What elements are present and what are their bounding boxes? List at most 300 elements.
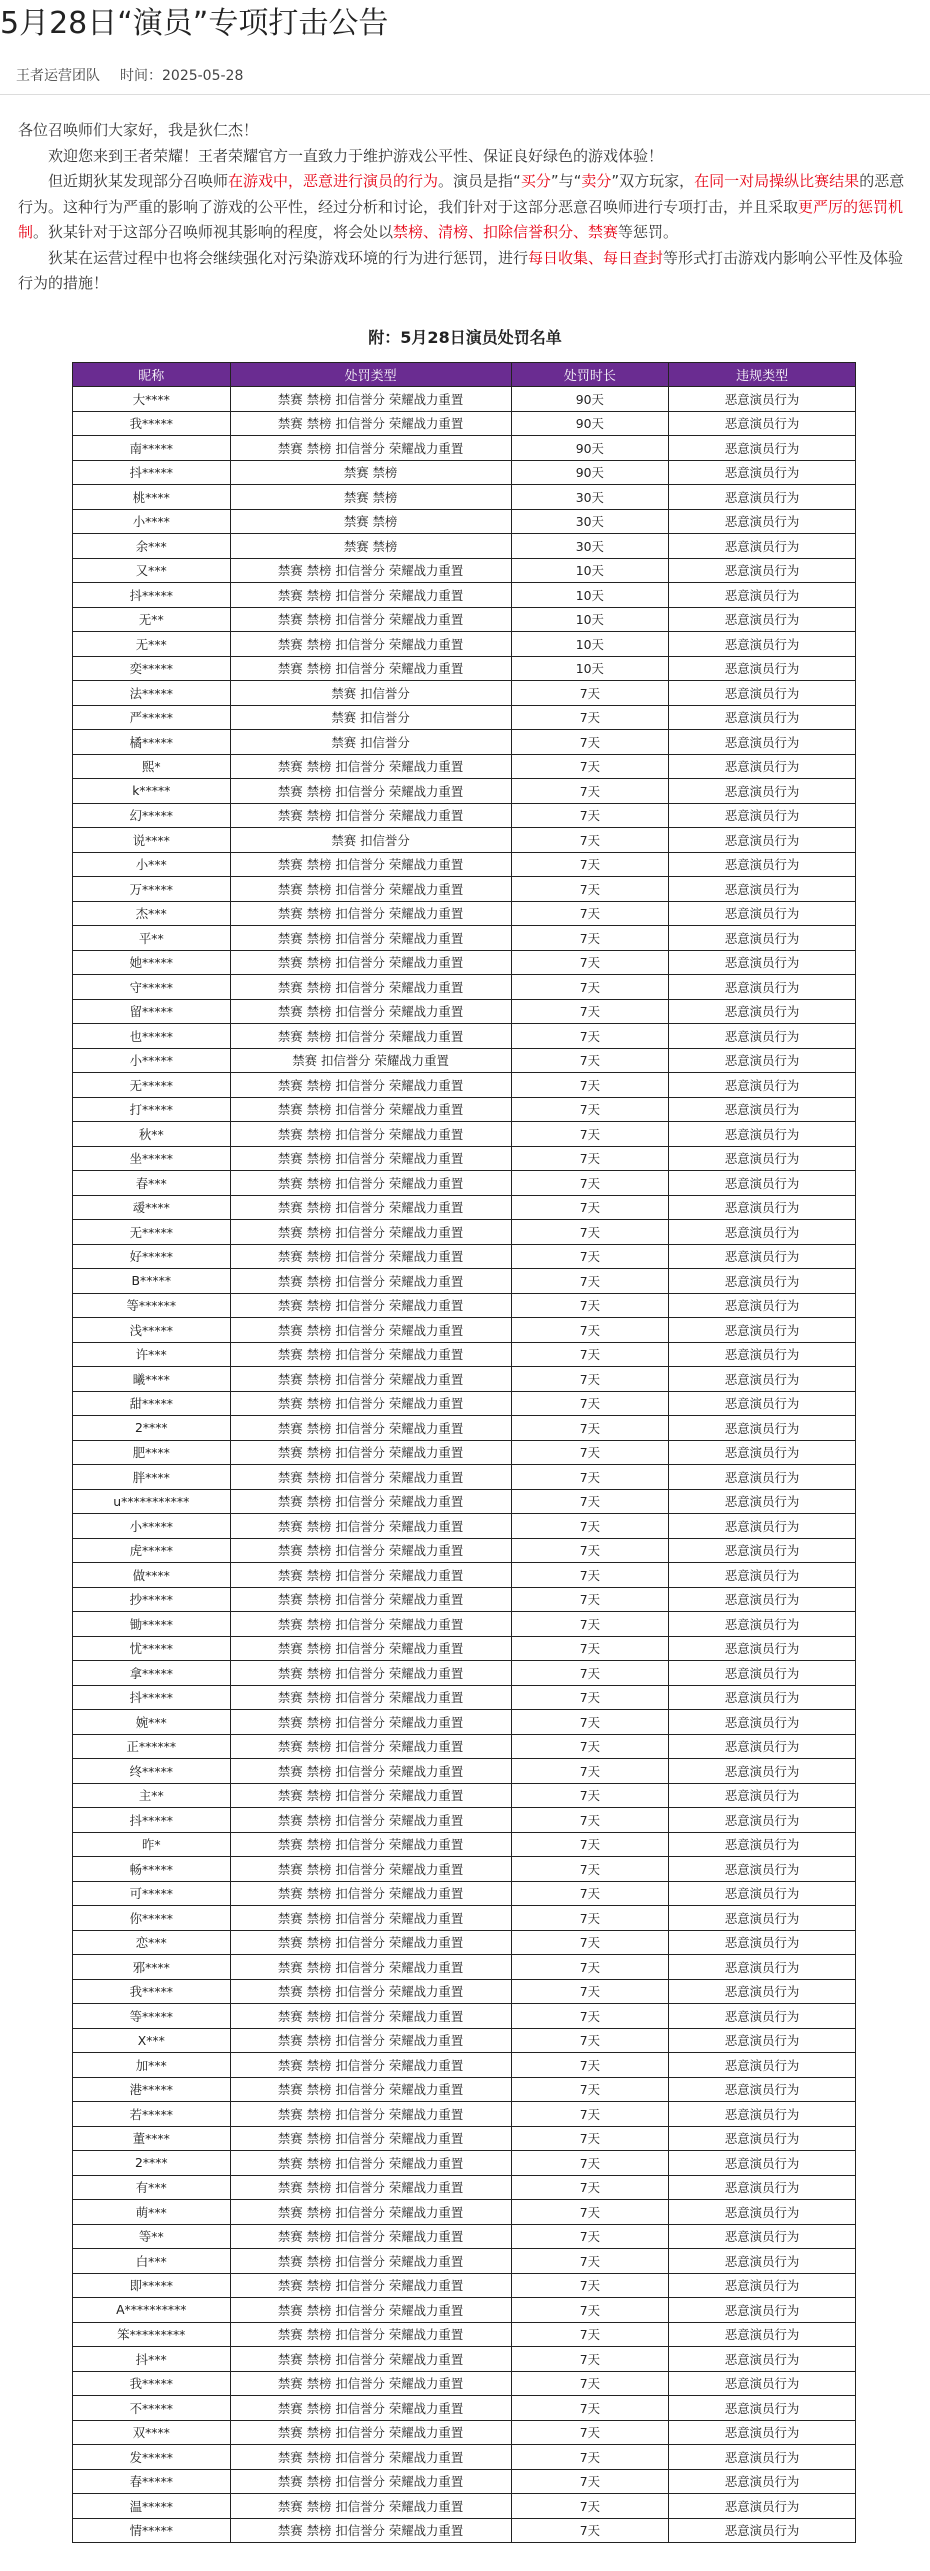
table-row	[73, 975, 856, 1000]
cell-penalty-type: 禁赛 禁榜 扣信誉分 荣耀战力重置	[230, 901, 511, 926]
table-row	[73, 1489, 856, 1514]
cell-violation: 恶意演员行为	[669, 1685, 856, 1710]
table-row	[73, 534, 856, 559]
cell-nickname: 南*****	[73, 436, 231, 461]
cell-violation: 恶意演员行为	[669, 2249, 856, 2274]
cell-duration: 7天	[511, 1587, 669, 1612]
table-row	[73, 1612, 856, 1637]
cell-nickname: 留*****	[73, 999, 231, 1024]
cell-duration: 90天	[511, 387, 669, 412]
cell-duration: 7天	[511, 1073, 669, 1098]
cell-violation: 恶意演员行为	[669, 1612, 856, 1637]
cell-violation: 恶意演员行为	[669, 2396, 856, 2421]
cell-penalty-type: 禁赛 禁榜 扣信誉分 荣耀战力重置	[230, 2273, 511, 2298]
cell-violation: 恶意演员行为	[669, 534, 856, 559]
cell-duration: 7天	[511, 2322, 669, 2347]
table-row	[73, 705, 856, 730]
table-row	[73, 1538, 856, 1563]
table-row	[73, 1759, 856, 1784]
cell-violation: 恶意演员行为	[669, 2175, 856, 2200]
cell-duration: 7天	[511, 1979, 669, 2004]
cell-violation: 恶意演员行为	[669, 2077, 856, 2102]
cell-nickname: 无*****	[73, 1220, 231, 1245]
table-row	[73, 681, 856, 706]
cell-penalty-type: 禁赛 禁榜 扣信誉分 荣耀战力重置	[230, 1955, 511, 1980]
cell-nickname: 有***	[73, 2175, 231, 2200]
cell-duration: 7天	[511, 730, 669, 755]
cell-duration: 7天	[511, 1563, 669, 1588]
cell-penalty-type: 禁赛 禁榜 扣信誉分 荣耀战力重置	[230, 1783, 511, 1808]
cell-nickname: 邪****	[73, 1955, 231, 1980]
cell-nickname: u***********	[73, 1489, 231, 1514]
table-row	[73, 1710, 856, 1735]
table-row	[73, 730, 856, 755]
cell-penalty-type: 禁赛 扣信誉分	[230, 705, 511, 730]
cell-violation: 恶意演员行为	[669, 607, 856, 632]
cell-penalty-type: 禁赛 禁榜 扣信誉分 荣耀战力重置	[230, 779, 511, 804]
table-row	[73, 2347, 856, 2372]
cell-penalty-type: 禁赛 禁榜 扣信誉分 荣耀战力重置	[230, 2298, 511, 2323]
cell-penalty-type: 禁赛 禁榜	[230, 534, 511, 559]
cell-duration: 7天	[511, 2445, 669, 2470]
cell-nickname: 即*****	[73, 2273, 231, 2298]
cell-nickname: 抖*****	[73, 1808, 231, 1833]
cell-violation: 恶意演员行为	[669, 387, 856, 412]
cell-penalty-type: 禁赛 禁榜 扣信誉分 荣耀战力重置	[230, 1857, 511, 1882]
table-row	[73, 1146, 856, 1171]
table-row	[73, 2396, 856, 2421]
table-row	[73, 2322, 856, 2347]
text-segment: 的恶意行为。这种行为严重的影响了游戏的公平性，经过分析和讨论，我们针对于这部分恶意召唤师进行专项打击，并且采取	[18, 172, 905, 216]
cell-violation: 恶意演员行为	[669, 803, 856, 828]
cell-penalty-type: 禁赛 禁榜 扣信誉分 荣耀战力重置	[230, 1538, 511, 1563]
cell-penalty-type: 禁赛 禁榜 扣信誉分 荣耀战力重置	[230, 2200, 511, 2225]
cell-nickname: 小***	[73, 852, 231, 877]
table-row	[73, 779, 856, 804]
table-row	[73, 1293, 856, 1318]
cell-duration: 7天	[511, 2151, 669, 2176]
cell-duration: 7天	[511, 2494, 669, 2519]
cell-penalty-type: 禁赛 禁榜 扣信誉分 荣耀战力重置	[230, 1391, 511, 1416]
cell-nickname: 桃****	[73, 485, 231, 510]
table-row	[73, 2200, 856, 2225]
cell-penalty-type: 禁赛 禁榜 扣信誉分 荣耀战力重置	[230, 1220, 511, 1245]
cell-duration: 90天	[511, 460, 669, 485]
cell-nickname: 萌***	[73, 2200, 231, 2225]
cell-nickname: 正******	[73, 1734, 231, 1759]
cell-duration: 7天	[511, 1465, 669, 1490]
cell-violation: 恶意演员行为	[669, 1024, 856, 1049]
paragraph-welcome: 欢迎您来到王者荣耀！王者荣耀官方一直致力于维护游戏公平性、保证良好绿色的游戏体验！	[48, 146, 664, 165]
cell-nickname: 大****	[73, 387, 231, 412]
text-segment: ”与“	[550, 172, 582, 190]
cell-penalty-type: 禁赛 禁榜 扣信誉分 荣耀战力重置	[230, 1685, 511, 1710]
penalty-table-header	[73, 363, 856, 387]
cell-duration: 7天	[511, 1146, 669, 1171]
cell-duration: 7天	[511, 1244, 669, 1269]
cell-nickname: 坐*****	[73, 1146, 231, 1171]
cell-penalty-type: 禁赛 禁榜 扣信誉分 荣耀战力重置	[230, 2420, 511, 2445]
cell-duration: 7天	[511, 2053, 669, 2078]
cell-duration: 7天	[511, 705, 669, 730]
cell-violation: 恶意演员行为	[669, 1293, 856, 1318]
cell-penalty-type: 禁赛 禁榜 扣信誉分 荣耀战力重置	[230, 1097, 511, 1122]
cell-violation: 恶意演员行为	[669, 1073, 856, 1098]
cell-violation: 恶意演员行为	[669, 2420, 856, 2445]
cell-duration: 30天	[511, 509, 669, 534]
cell-duration: 7天	[511, 1881, 669, 1906]
cell-violation: 恶意演员行为	[669, 1955, 856, 1980]
cell-violation: 恶意演员行为	[669, 2445, 856, 2470]
cell-duration: 7天	[511, 926, 669, 951]
table-row	[73, 583, 856, 608]
cell-penalty-type: 禁赛 禁榜 扣信誉分 荣耀战力重置	[230, 877, 511, 902]
cell-penalty-type: 禁赛 禁榜 扣信誉分 荣耀战力重置	[230, 1342, 511, 1367]
table-row	[73, 1881, 856, 1906]
cell-penalty-type: 禁赛 禁榜 扣信誉分 荣耀战力重置	[230, 2004, 511, 2029]
cell-nickname: 我*****	[73, 2371, 231, 2396]
cell-violation: 恶意演员行为	[669, 2347, 856, 2372]
cell-nickname: 说****	[73, 828, 231, 853]
cell-penalty-type: 禁赛 禁榜 扣信誉分 荣耀战力重置	[230, 2469, 511, 2494]
cell-penalty-type: 禁赛 禁榜 扣信誉分 荣耀战力重置	[230, 999, 511, 1024]
cell-nickname: 杰***	[73, 901, 231, 926]
cell-violation: 恶意演员行为	[669, 1563, 856, 1588]
cell-nickname: 春*****	[73, 2469, 231, 2494]
table-row	[73, 2298, 856, 2323]
cell-duration: 7天	[511, 681, 669, 706]
cell-nickname: 我*****	[73, 411, 231, 436]
cell-penalty-type: 禁赛 禁榜 扣信誉分 荣耀战力重置	[230, 2028, 511, 2053]
cell-duration: 7天	[511, 803, 669, 828]
cell-duration: 7天	[511, 2518, 669, 2543]
cell-nickname: 抖*****	[73, 1685, 231, 1710]
cell-nickname: 终*****	[73, 1759, 231, 1784]
cell-violation: 恶意演员行为	[669, 1710, 856, 1735]
cell-nickname: 主**	[73, 1783, 231, 1808]
cell-violation: 恶意演员行为	[669, 852, 856, 877]
cell-violation: 恶意演员行为	[669, 1538, 856, 1563]
table-row	[73, 1416, 856, 1441]
cell-penalty-type: 禁赛 禁榜 扣信誉分 荣耀战力重置	[230, 1636, 511, 1661]
table-row	[73, 2249, 856, 2274]
table-row	[73, 1048, 856, 1073]
cell-duration: 7天	[511, 2077, 669, 2102]
text-segment: 。狄某针对于这部分召唤师视其影响的程度，将会处以	[33, 223, 394, 241]
text-segment: 等形式打击游戏内影响公平性及体验行为的措施！	[18, 248, 904, 292]
table-row	[73, 1097, 856, 1122]
cell-violation: 恶意演员行为	[669, 828, 856, 853]
table-row	[73, 1220, 856, 1245]
cell-penalty-type: 禁赛 禁榜 扣信誉分 荣耀战力重置	[230, 2151, 511, 2176]
cell-violation: 恶意演员行为	[669, 2322, 856, 2347]
article-body	[18, 118, 912, 297]
cell-nickname: A**********	[73, 2298, 231, 2323]
cell-duration: 7天	[511, 2298, 669, 2323]
table-row	[73, 387, 856, 412]
cell-nickname: 等******	[73, 1293, 231, 1318]
cell-nickname: 等*****	[73, 2004, 231, 2029]
table-row	[73, 1367, 856, 1392]
cell-penalty-type: 禁赛 禁榜 扣信誉分 荣耀战力重置	[230, 1416, 511, 1441]
cell-penalty-type: 禁赛 禁榜 扣信誉分 荣耀战力重置	[230, 975, 511, 1000]
cell-nickname: 熙*	[73, 754, 231, 779]
cell-duration: 7天	[511, 1097, 669, 1122]
author: 王者运营团队	[16, 68, 100, 84]
cell-penalty-type: 禁赛 禁榜 扣信誉分 荣耀战力重置	[230, 2396, 511, 2421]
cell-nickname: 抖*****	[73, 460, 231, 485]
cell-violation: 恶意演员行为	[669, 1514, 856, 1539]
paragraph-measures	[18, 246, 912, 297]
cell-nickname: 2****	[73, 2151, 231, 2176]
cell-duration: 7天	[511, 1906, 669, 1931]
cell-duration: 7天	[511, 2469, 669, 2494]
cell-penalty-type: 禁赛 扣信誉分	[230, 828, 511, 853]
cell-nickname: 抖***	[73, 2347, 231, 2372]
table-row	[73, 1906, 856, 1931]
cell-violation: 恶意演员行为	[669, 1440, 856, 1465]
text-segment: 。演员是指“	[438, 172, 521, 190]
cell-nickname: 浅*****	[73, 1318, 231, 1343]
cell-violation: 恶意演员行为	[669, 1416, 856, 1441]
cell-duration: 7天	[511, 754, 669, 779]
table-row	[73, 607, 856, 632]
cell-penalty-type: 禁赛 扣信誉分	[230, 681, 511, 706]
cell-penalty-type: 禁赛 禁榜 扣信誉分 荣耀战力重置	[230, 1514, 511, 1539]
cell-penalty-type: 禁赛 禁榜 扣信誉分 荣耀战力重置	[230, 1710, 511, 1735]
cell-nickname: 发*****	[73, 2445, 231, 2470]
table-row	[73, 1955, 856, 1980]
table-row	[73, 1808, 856, 1833]
publish-date: 2025-05-28	[162, 68, 244, 84]
table-row	[73, 411, 856, 436]
cell-nickname: 平**	[73, 926, 231, 951]
cell-violation: 恶意演员行为	[669, 2469, 856, 2494]
cell-violation: 恶意演员行为	[669, 2494, 856, 2519]
highlight-text: 更严厉的惩罚机制	[18, 197, 904, 241]
cell-violation: 恶意演员行为	[669, 1391, 856, 1416]
cell-violation: 恶意演员行为	[669, 1881, 856, 1906]
cell-violation: 恶意演员行为	[669, 1465, 856, 1490]
cell-violation: 恶意演员行为	[669, 1759, 856, 1784]
table-row	[73, 1661, 856, 1686]
cell-violation: 恶意演员行为	[669, 730, 856, 755]
cell-duration: 10天	[511, 558, 669, 583]
table-row	[73, 485, 856, 510]
cell-penalty-type: 禁赛 禁榜 扣信誉分 荣耀战力重置	[230, 852, 511, 877]
cell-violation: 恶意演员行为	[669, 2102, 856, 2127]
cell-violation: 恶意演员行为	[669, 681, 856, 706]
table-row	[73, 950, 856, 975]
cell-duration: 7天	[511, 1269, 669, 1294]
cell-violation: 恶意演员行为	[669, 1636, 856, 1661]
table-row	[73, 2102, 856, 2127]
cell-penalty-type: 禁赛 禁榜 扣信誉分 荣耀战力重置	[230, 2053, 511, 2078]
highlight-text: 买分	[520, 172, 551, 190]
cell-penalty-type: 禁赛 禁榜 扣信誉分 荣耀战力重置	[230, 1979, 511, 2004]
cell-nickname: B*****	[73, 1269, 231, 1294]
cell-duration: 10天	[511, 607, 669, 632]
cell-duration: 7天	[511, 1489, 669, 1514]
cell-penalty-type: 禁赛 禁榜 扣信誉分 荣耀战力重置	[230, 607, 511, 632]
cell-nickname: 小*****	[73, 1048, 231, 1073]
table-row	[73, 1514, 856, 1539]
cell-violation: 恶意演员行为	[669, 460, 856, 485]
cell-violation: 恶意演员行为	[669, 2126, 856, 2151]
cell-violation: 恶意演员行为	[669, 2224, 856, 2249]
cell-duration: 90天	[511, 411, 669, 436]
table-row	[73, 632, 856, 657]
table-row	[73, 1440, 856, 1465]
paragraph-description	[18, 169, 912, 246]
cell-duration: 7天	[511, 1783, 669, 1808]
table-row	[73, 2053, 856, 2078]
highlight-text: 在游戏中，恶意进行演员的行为	[228, 172, 439, 190]
cell-duration: 7天	[511, 1440, 669, 1465]
cell-duration: 7天	[511, 2200, 669, 2225]
cell-violation: 恶意演员行为	[669, 2298, 856, 2323]
table-row	[73, 656, 856, 681]
table-row	[73, 2077, 856, 2102]
table-row	[73, 1342, 856, 1367]
table-row	[73, 1636, 856, 1661]
cell-penalty-type: 禁赛 禁榜 扣信誉分 荣耀战力重置	[230, 1195, 511, 1220]
cell-nickname: X***	[73, 2028, 231, 2053]
cell-nickname: 无**	[73, 607, 231, 632]
table-row	[73, 1783, 856, 1808]
cell-violation: 恶意演员行为	[669, 2004, 856, 2029]
cell-penalty-type: 禁赛 禁榜 扣信誉分 荣耀战力重置	[230, 2249, 511, 2274]
table-row	[73, 2494, 856, 2519]
time-label: 时间：	[120, 68, 162, 84]
cell-penalty-type: 禁赛 禁榜 扣信誉分 荣耀战力重置	[230, 1734, 511, 1759]
cell-penalty-type: 禁赛 禁榜 扣信誉分 荣耀战力重置	[230, 2322, 511, 2347]
cell-duration: 7天	[511, 2420, 669, 2445]
cell-penalty-type: 禁赛 禁榜 扣信誉分 荣耀战力重置	[230, 1318, 511, 1343]
cell-duration: 7天	[511, 1048, 669, 1073]
highlight-text: 在同一对局操纵比赛结果	[694, 172, 860, 190]
cell-nickname: 胖****	[73, 1465, 231, 1490]
cell-violation: 恶意演员行为	[669, 1808, 856, 1833]
cell-penalty-type: 禁赛 禁榜	[230, 509, 511, 534]
cell-duration: 7天	[511, 1955, 669, 1980]
cell-penalty-type: 禁赛 禁榜 扣信誉分 荣耀战力重置	[230, 558, 511, 583]
cell-penalty-type: 禁赛 禁榜 扣信誉分 荣耀战力重置	[230, 754, 511, 779]
cell-penalty-type: 禁赛 禁榜 扣信誉分 荣耀战力重置	[230, 436, 511, 461]
cell-nickname: 小****	[73, 509, 231, 534]
table-row	[73, 2028, 856, 2053]
cell-violation: 恶意演员行为	[669, 754, 856, 779]
cell-nickname: 许***	[73, 1342, 231, 1367]
table-row	[73, 2175, 856, 2200]
cell-penalty-type: 禁赛 禁榜 扣信誉分 荣耀战力重置	[230, 1759, 511, 1784]
cell-duration: 10天	[511, 583, 669, 608]
cell-penalty-type: 禁赛 扣信誉分 荣耀战力重置	[230, 1048, 511, 1073]
table-row	[73, 2224, 856, 2249]
table-row	[73, 1073, 856, 1098]
cell-duration: 7天	[511, 2102, 669, 2127]
cell-violation: 恶意演员行为	[669, 1930, 856, 1955]
cell-penalty-type: 禁赛 禁榜 扣信誉分 荣耀战力重置	[230, 2224, 511, 2249]
cell-violation: 恶意演员行为	[669, 901, 856, 926]
cell-duration: 7天	[511, 779, 669, 804]
table-caption: 附：5月28日演员处罚名单	[368, 328, 562, 347]
cell-duration: 7天	[511, 1195, 669, 1220]
cell-nickname: 好*****	[73, 1244, 231, 1269]
table-row	[73, 2518, 856, 2543]
cell-violation: 恶意演员行为	[669, 950, 856, 975]
table-row	[73, 2371, 856, 2396]
cell-penalty-type: 禁赛 禁榜	[230, 460, 511, 485]
table-row	[73, 509, 856, 534]
cell-violation: 恶意演员行为	[669, 1661, 856, 1686]
cell-penalty-type: 禁赛 禁榜 扣信誉分 荣耀战力重置	[230, 1073, 511, 1098]
cell-nickname: 可*****	[73, 1881, 231, 1906]
cell-duration: 7天	[511, 1416, 669, 1441]
cell-nickname: 法*****	[73, 681, 231, 706]
cell-penalty-type: 禁赛 禁榜 扣信誉分 荣耀战力重置	[230, 2445, 511, 2470]
penalty-table-body	[73, 387, 856, 2543]
cell-nickname: 加***	[73, 2053, 231, 2078]
cell-violation: 恶意演员行为	[669, 1195, 856, 1220]
cell-nickname: 恋***	[73, 1930, 231, 1955]
cell-violation: 恶意演员行为	[669, 1734, 856, 1759]
cell-violation: 恶意演员行为	[669, 436, 856, 461]
cell-penalty-type: 禁赛 禁榜 扣信誉分 荣耀战力重置	[230, 1808, 511, 1833]
cell-nickname: 笨*********	[73, 2322, 231, 2347]
cell-violation: 恶意演员行为	[669, 1342, 856, 1367]
cell-violation: 恶意演员行为	[669, 1783, 856, 1808]
cell-nickname: 港*****	[73, 2077, 231, 2102]
cell-nickname: 不*****	[73, 2396, 231, 2421]
highlight-text: 禁榜、清榜、扣除信誉积分、禁赛	[393, 223, 619, 241]
cell-duration: 30天	[511, 485, 669, 510]
cell-duration: 7天	[511, 999, 669, 1024]
cell-violation: 恶意演员行为	[669, 1269, 856, 1294]
cell-duration: 7天	[511, 1759, 669, 1784]
table-row	[73, 1465, 856, 1490]
cell-violation: 恶意演员行为	[669, 2028, 856, 2053]
cell-nickname: 奕*****	[73, 656, 231, 681]
cell-nickname: 甜*****	[73, 1391, 231, 1416]
page-title: 5月28日“演员”专项打击公告	[0, 6, 389, 41]
cell-penalty-type: 禁赛 禁榜 扣信誉分 荣耀战力重置	[230, 1661, 511, 1686]
table-row	[73, 999, 856, 1024]
table-row	[73, 1195, 856, 1220]
cell-duration: 7天	[511, 1612, 669, 1637]
table-row	[73, 852, 856, 877]
table-row	[73, 1171, 856, 1196]
cell-penalty-type: 禁赛 禁榜 扣信誉分 荣耀战力重置	[230, 1244, 511, 1269]
table-row	[73, 1979, 856, 2004]
cell-nickname: 白***	[73, 2249, 231, 2274]
cell-nickname: 拿*****	[73, 1661, 231, 1686]
cell-violation: 恶意演员行为	[669, 411, 856, 436]
cell-nickname: 她*****	[73, 950, 231, 975]
cell-nickname: 畅*****	[73, 1857, 231, 1882]
cell-violation: 恶意演员行为	[669, 975, 856, 1000]
cell-duration: 7天	[511, 2004, 669, 2029]
cell-violation: 恶意演员行为	[669, 1171, 856, 1196]
cell-penalty-type: 禁赛 禁榜 扣信誉分 荣耀战力重置	[230, 1440, 511, 1465]
greeting: 各位召唤师们大家好，我是狄仁杰！	[18, 121, 259, 139]
cell-violation: 恶意演员行为	[669, 1122, 856, 1147]
cell-nickname: 锄*****	[73, 1612, 231, 1637]
cell-nickname: 肥****	[73, 1440, 231, 1465]
cell-violation: 恶意演员行为	[669, 1220, 856, 1245]
cell-violation: 恶意演员行为	[669, 2200, 856, 2225]
cell-duration: 7天	[511, 1710, 669, 1735]
